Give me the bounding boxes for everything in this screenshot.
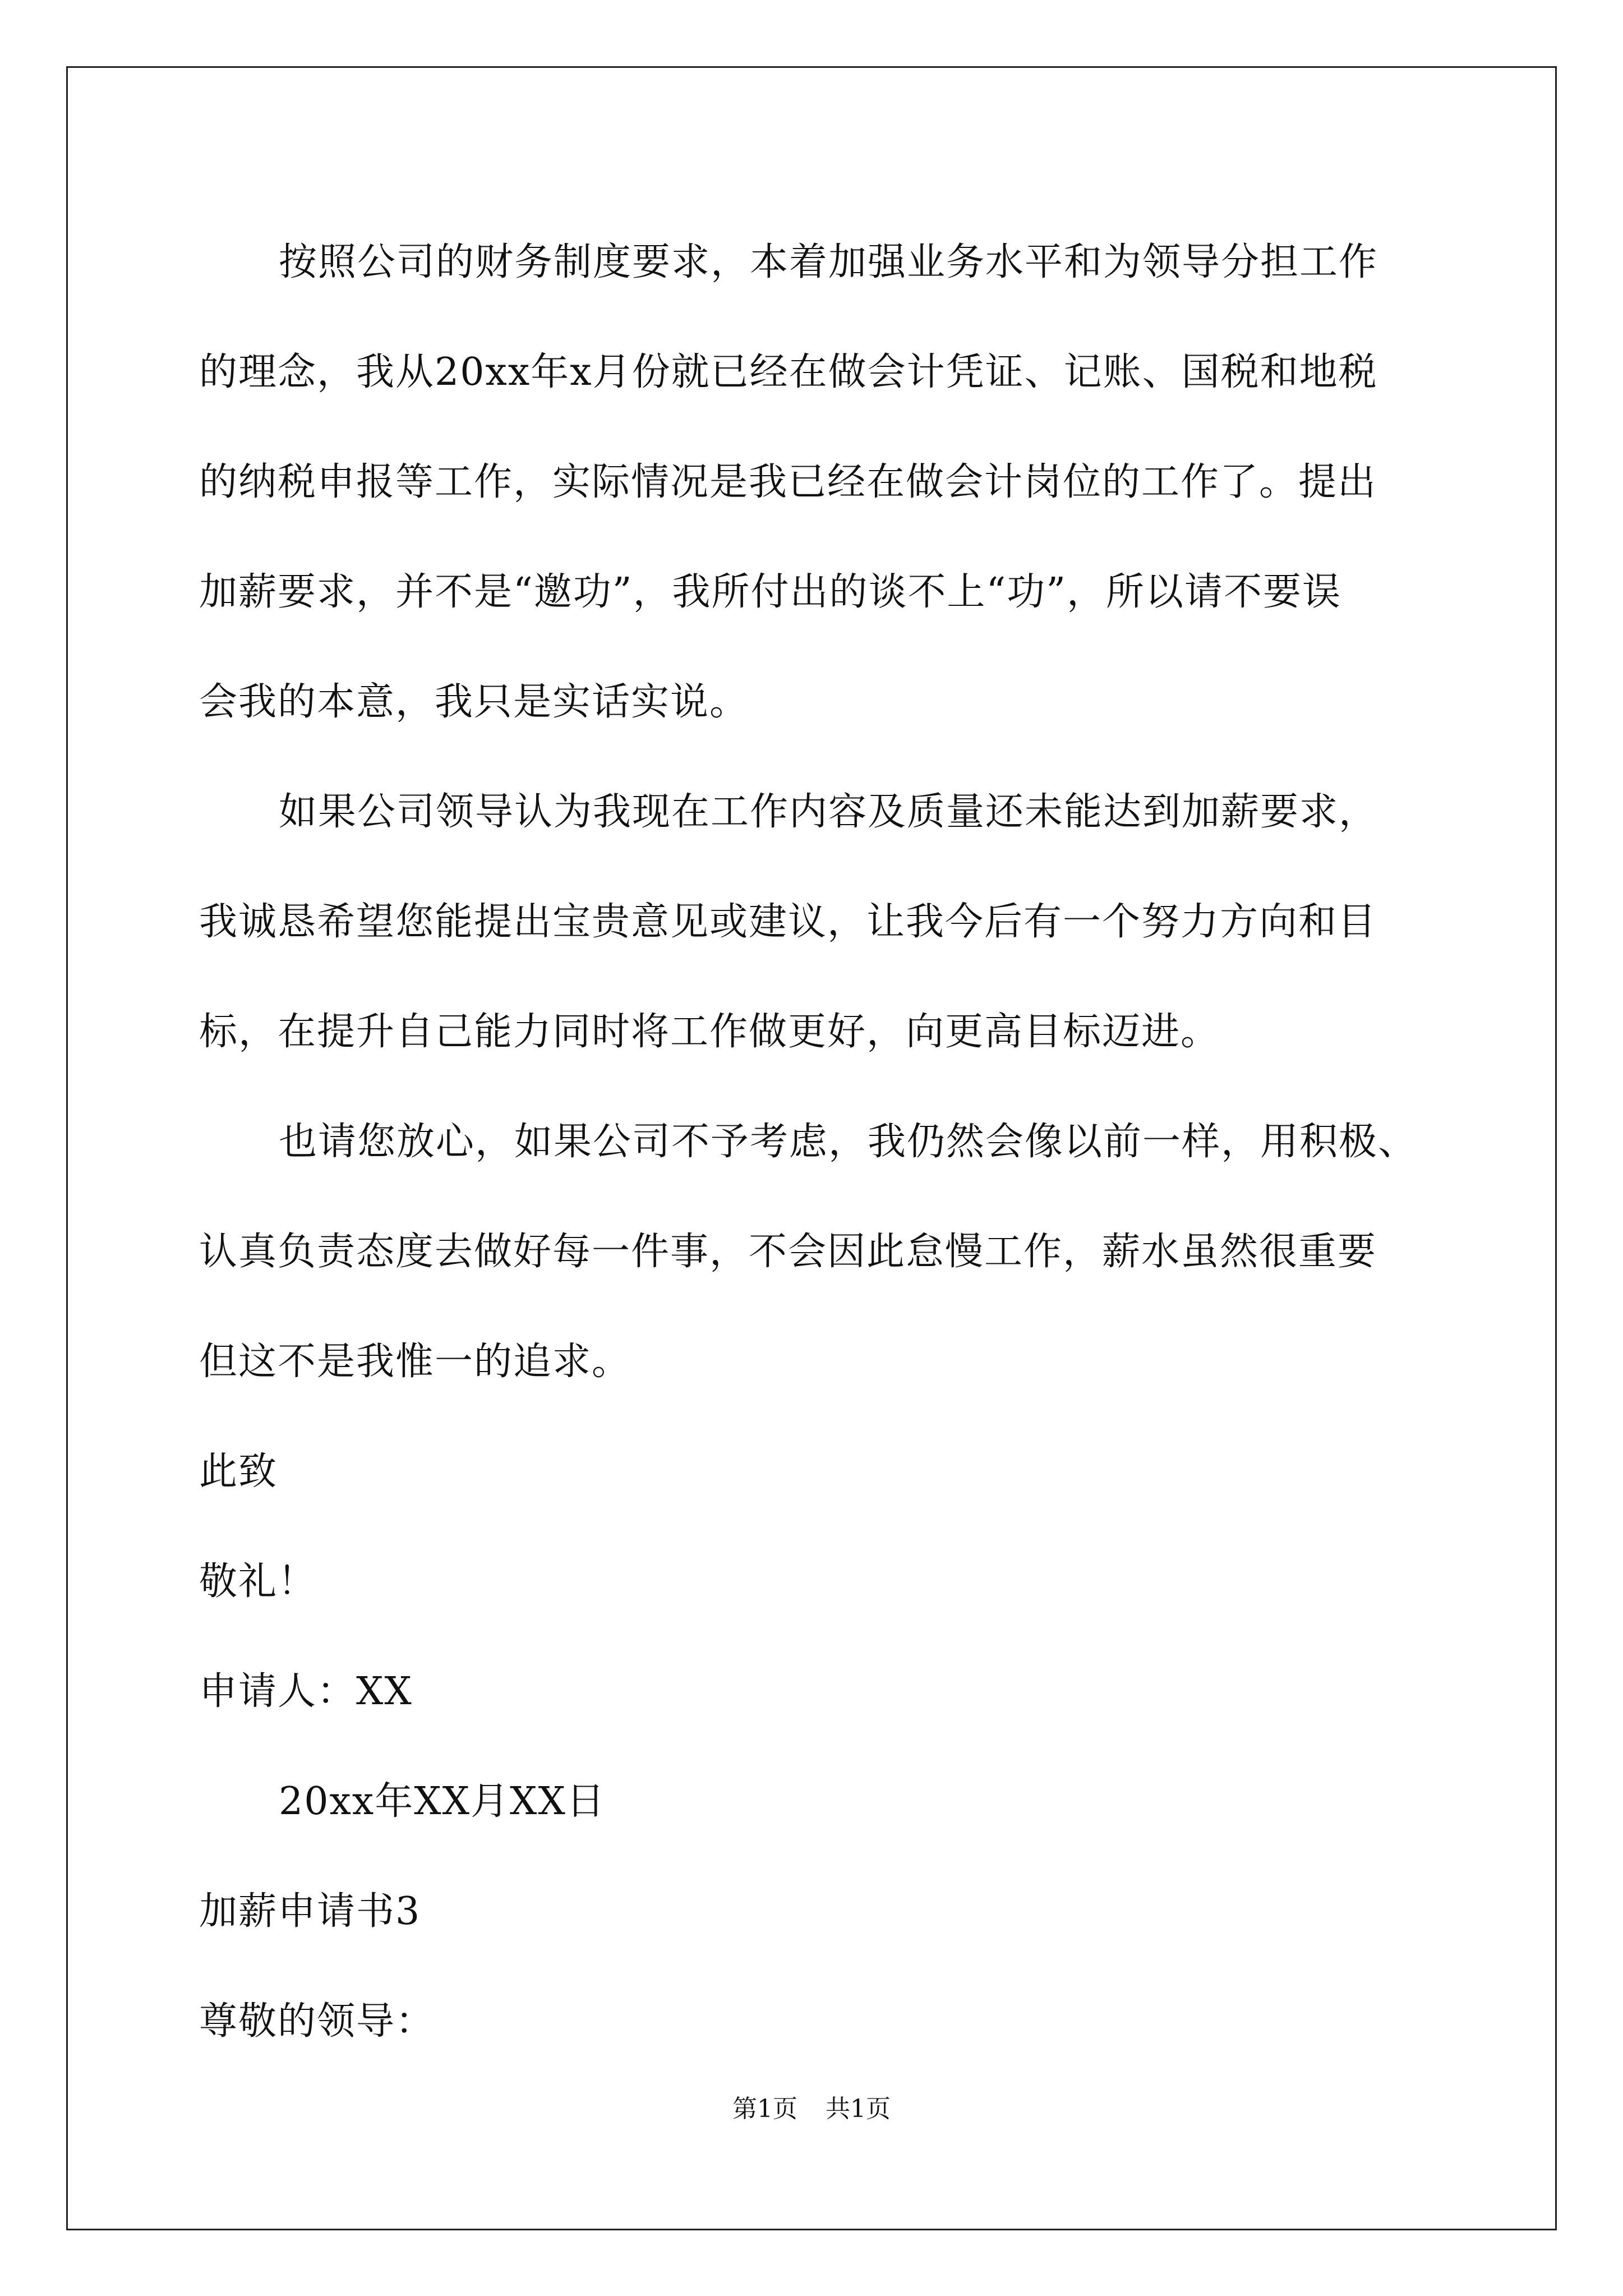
applicant-signature: 申请人：XX <box>199 1669 413 1714</box>
closing-salutation: 此致 <box>199 1450 278 1494</box>
page-number: 第1页 <box>732 2095 797 2123</box>
document-body <box>199 208 1424 2077</box>
closing-regards: 敬礼！ <box>199 1559 317 1604</box>
text-line: 标，在提升自己能力同时将工作做更好，向更高目标迈进。 <box>199 1010 1220 1054</box>
page-count: 共1页 <box>826 2095 891 2123</box>
paragraph-1 <box>199 208 1424 757</box>
text-line: 我诚恳希望您能提出宝贵意见或建议，让我今后有一个努力方向和目 <box>199 900 1377 944</box>
page-footer <box>0 2092 1623 2126</box>
text-line: 认真负责态度去做好每一件事，不会因此怠慢工作，薪水虽然很重要 <box>199 1230 1377 1274</box>
text-line: 按照公司的财务制度要求，本着加强业务水平和为领导分担工作 <box>279 240 1378 284</box>
text-line: 的理念，我从20xx年x月份就已经在做会计凭证、记账、国税和地税 <box>199 350 1378 394</box>
letter-salutation: 尊敬的领导： <box>199 1999 435 2044</box>
paragraph-2 <box>199 757 1424 1087</box>
signature-date: 20xx年XX月XX日 <box>279 1779 606 1824</box>
text-line: 也请您放心，如果公司不予考虑，我仍然会像以前一样，用积极、 <box>279 1120 1418 1164</box>
section-title: 加薪申请书3 <box>199 1889 421 1934</box>
text-line: 但这不是我惟一的追求。 <box>199 1340 631 1384</box>
text-line: 的纳税申报等工作，实际情况是我已经在做会计岗位的工作了。提出 <box>199 460 1377 504</box>
text-line: 如果公司领导认为我现在工作内容及质量还未能达到加薪要求， <box>279 790 1378 834</box>
text-line: 加薪要求，并不是“邀功”，我所付出的谈不上“功”，所以请不要误 <box>199 570 1342 614</box>
paragraph-3 <box>199 1087 1424 1417</box>
text-line: 会我的本意，我只是实话实说。 <box>199 680 749 724</box>
